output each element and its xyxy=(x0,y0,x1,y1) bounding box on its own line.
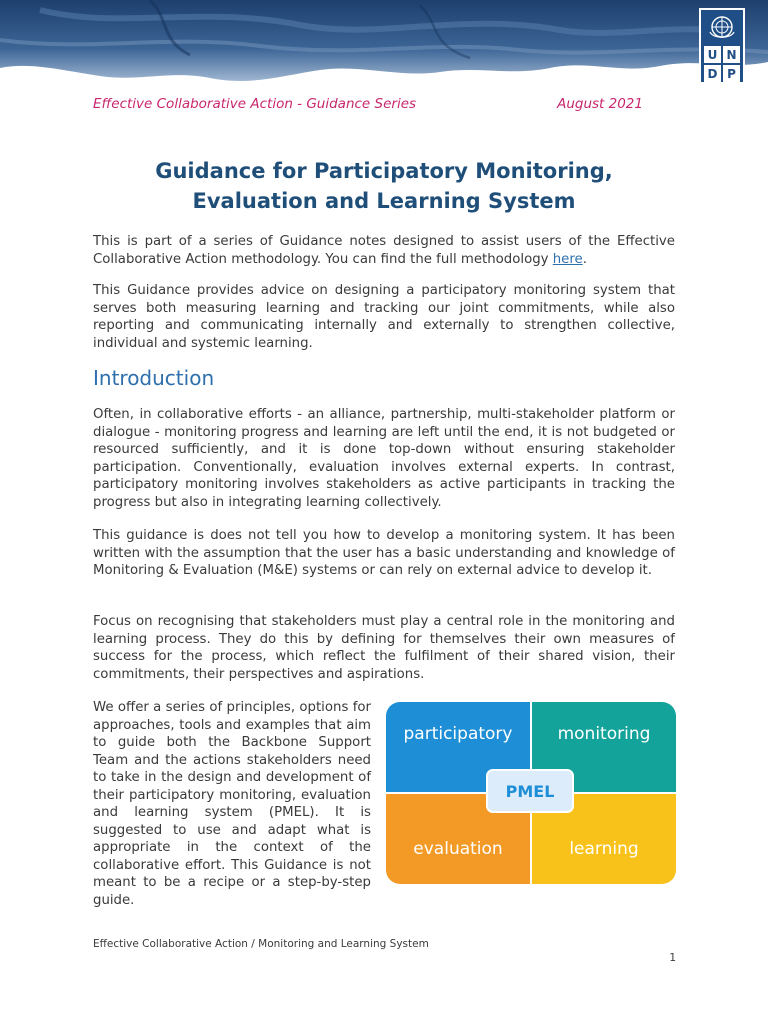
series-date: August 2021 xyxy=(557,96,643,112)
intro-paragraph-2: This Guidance provides advice on designing a participatory monitoring system that serves both measuring learning and tracking our joint commitments, while also reporting and communicating internally and externally to strengthen collective, individual and systemic learning. xyxy=(93,283,675,351)
logo-letter-u: U xyxy=(704,46,721,63)
undp-letter-grid xyxy=(704,46,740,82)
un-emblem-icon xyxy=(707,14,737,42)
pmel-quadrant-participatory: participatory xyxy=(386,702,530,792)
series-header xyxy=(93,96,643,114)
title-line-1: Guidance for Participatory Monitoring, xyxy=(155,159,613,183)
pmel-diagram xyxy=(386,702,676,884)
logo-letter-n: N xyxy=(723,46,740,63)
pmel-quadrant-learning: learning xyxy=(532,794,676,884)
section-paragraph-1: Often, in collaborative efforts - an alliance, partnership, multi-stakeholder platform or dialogue - monitoring progress and learning are left until the end, it is not budgeted or resourced sufficiently, and it is done top-down without ensuring stakeholder participation. Conventionally, evaluation involves external experts. In contrast, participatory monitoring involves stakeholders as active participants in tracking the progress but also in integrating learning collectively. xyxy=(93,407,675,510)
header-banner xyxy=(0,0,768,92)
document-title xyxy=(93,156,675,216)
watercolor-banner-art xyxy=(0,0,768,92)
undp-logo xyxy=(699,8,745,84)
title-line-2: Evaluation and Learning System xyxy=(192,189,576,213)
section-heading: Introduction xyxy=(93,366,215,390)
section-paragraph-2: This guidance is does not tell you how to develop a monitoring system. It has been written with the assumption that the user has a basic understanding and knowledge of Monitoring & Evaluation (M&E) systems or can rely on external advice to develop it. xyxy=(93,528,675,578)
pmel-quadrant-evaluation: evaluation xyxy=(386,794,530,884)
intro-paragraph-1-text: This is part of a series of Guidance notes designed to assist users of the Effective Collaborative Action methodology. You can find the full methodology xyxy=(93,234,675,267)
intro-paragraph-1 xyxy=(93,233,675,268)
pmel-quadrant-monitoring: monitoring xyxy=(532,702,676,792)
intro-paragraph-1-end: . xyxy=(582,251,587,267)
page-number: 1 xyxy=(669,952,676,964)
pmel-center-label: PMEL xyxy=(486,769,574,813)
section-paragraph-3: Focus on recognising that stakeholders must play a central role in the monitoring and learning process. They do this by defining for themselves their own measures of success for the process, which reflect the fulfilment of their shared vision, their commitments, their perspectives and aspirations. xyxy=(93,614,675,682)
logo-letter-d: D xyxy=(704,65,721,82)
logo-letter-p: P xyxy=(723,65,740,82)
footer-text: Effective Collaborative Action / Monitoring and Learning System xyxy=(93,938,429,950)
methodology-link[interactable]: here xyxy=(552,251,583,267)
series-title: Effective Collaborative Action - Guidance Series xyxy=(93,96,417,112)
section-paragraph-4: We offer a series of principles, options for approaches, tools and examples that aim to guide both the Backbone Support Team and the actions stakeholders need to take in the design and development of their participatory monitoring, evaluation and learning system (PMEL). It is suggested to use and adapt what is appropriate in the context of the collaborative effort. This Guidance is not meant to be a recipe or a step-by-step guide. xyxy=(93,700,371,908)
